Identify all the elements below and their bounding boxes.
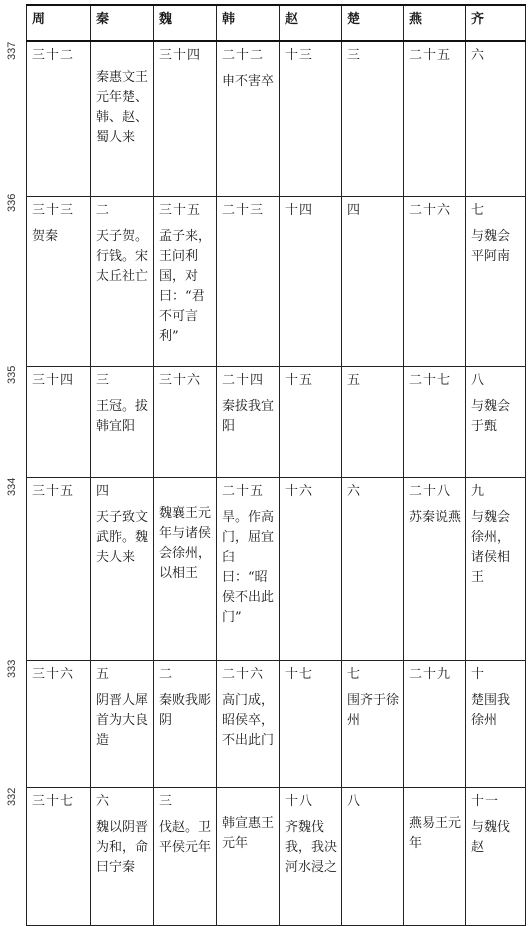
- reign-year: 三十七: [32, 793, 75, 809]
- year-label: 332: [6, 787, 18, 806]
- table-cell: [280, 660, 342, 787]
- table-cell: [280, 366, 342, 477]
- reign-year: 十一: [471, 793, 500, 809]
- table-cell: [404, 41, 466, 196]
- table-cell: [404, 196, 466, 366]
- table-cell: [466, 366, 526, 477]
- reign-year: 二十四: [222, 372, 265, 388]
- reign-year: 二十八: [409, 483, 452, 499]
- reign-year: 六: [471, 48, 486, 63]
- table-cell: [404, 660, 466, 787]
- event-note: 魏襄王元年与诸侯会徐州，以相王: [159, 505, 212, 581]
- header-zhao: 赵: [280, 5, 342, 41]
- reign-year: 二十五: [222, 483, 265, 499]
- table-cell: [27, 196, 91, 366]
- reign-year: 二十三: [222, 202, 265, 218]
- reign-year: 三十五: [32, 483, 75, 499]
- event-note: 韩宣惠王元年: [222, 815, 275, 851]
- reign-year: 三十四: [159, 48, 202, 63]
- event-note: 齐魏伐我，我决河水浸之: [285, 819, 338, 875]
- event-note: 燕易王元年: [409, 815, 462, 851]
- reign-year: 十五: [285, 372, 314, 388]
- event-note: 与魏会徐州，诸侯相王: [471, 509, 511, 585]
- header-qi: 齐: [466, 5, 526, 41]
- reign-year: 六: [347, 483, 362, 499]
- reign-year: 二十九: [409, 666, 452, 682]
- table-cell: [217, 477, 280, 660]
- header-zhou: 周: [27, 5, 91, 41]
- event-note: 苏秦说燕: [409, 509, 462, 525]
- event-note: 孟子来，王问利国，对曰：“君不可言利”: [159, 228, 212, 344]
- reign-year: 十八: [285, 793, 314, 809]
- table-cell: [27, 787, 91, 925]
- table-cell: [91, 366, 154, 477]
- table-cell: [27, 366, 91, 477]
- reign-year: 八: [471, 372, 486, 388]
- table-cell: [217, 787, 280, 925]
- event-note: 与魏会平阿南: [471, 228, 511, 264]
- event-note: 楚围我徐州: [471, 692, 511, 728]
- table-cell: [91, 660, 154, 787]
- reign-year: 二十五: [409, 48, 452, 63]
- table-cell: [27, 660, 91, 787]
- year-label: 335: [6, 365, 18, 384]
- reign-year: 三十五: [159, 202, 202, 218]
- event-note: 旱。作高门，屈宜臼曰：“昭侯不出此门”: [222, 509, 275, 625]
- reign-year: 十六: [285, 483, 314, 499]
- reign-year: 九: [471, 483, 486, 499]
- table-cell: [342, 196, 404, 366]
- year-label: 336: [6, 193, 18, 212]
- reign-year: 二十七: [409, 372, 452, 388]
- reign-year: 六: [96, 793, 111, 809]
- table-cell: [404, 787, 466, 925]
- event-note: 天子致文武胙。魏夫人来: [96, 509, 149, 565]
- table-cell: [91, 477, 154, 660]
- table-cell: [91, 196, 154, 366]
- table-cell: [154, 41, 217, 196]
- table-row: [27, 660, 526, 787]
- reign-year: 七: [471, 202, 486, 218]
- table-cell: [154, 196, 217, 366]
- event-note: 秦拔我宜阳: [222, 398, 275, 434]
- header-row: [27, 5, 526, 41]
- table-row: [27, 41, 526, 196]
- header-wei: 魏: [154, 5, 217, 41]
- reign-year: 十: [471, 666, 486, 682]
- reign-year: 十七: [285, 666, 314, 682]
- event-note: 秦败我彫阴: [159, 692, 212, 728]
- table-cell: [404, 477, 466, 660]
- table-row: [27, 196, 526, 366]
- table-cell: [466, 41, 526, 196]
- table-cell: [217, 660, 280, 787]
- reign-year: 三十六: [32, 666, 75, 682]
- table-cell: [217, 366, 280, 477]
- year-label: 334: [6, 477, 18, 496]
- year-margin: [0, 0, 24, 917]
- table-cell: [154, 787, 217, 925]
- table-cell: [342, 41, 404, 196]
- table-row: [27, 477, 526, 660]
- reign-year: 二十六: [409, 202, 452, 218]
- reign-year: 三十四: [32, 372, 75, 388]
- event-note: 与魏会于甄: [471, 398, 511, 434]
- table-cell: [27, 41, 91, 196]
- table-cell: [217, 41, 280, 196]
- reign-year: 五: [347, 372, 362, 388]
- event-note: 与魏伐赵: [471, 819, 511, 855]
- table-cell: [280, 41, 342, 196]
- table-cell: [280, 196, 342, 366]
- table-cell: [404, 366, 466, 477]
- table-cell: [27, 477, 91, 660]
- event-note: 王冠。拔韩宜阳: [96, 398, 149, 434]
- event-note: 阴晋人犀首为大良造: [96, 692, 149, 748]
- table-cell: [154, 366, 217, 477]
- event-note: 魏以阴晋为和，命曰宁秦: [96, 819, 149, 875]
- reign-year: 十四: [285, 202, 314, 218]
- table-cell: [466, 787, 526, 925]
- reign-year: 七: [347, 666, 362, 682]
- reign-year: 三十六: [159, 372, 202, 388]
- table-cell: [466, 477, 526, 660]
- reign-year: 五: [96, 666, 111, 682]
- header-qin: 秦: [91, 5, 154, 41]
- table-cell: [91, 787, 154, 925]
- table-cell: [342, 787, 404, 925]
- event-note: 天子贺。行钱。宋太丘社亡: [96, 228, 149, 284]
- table-cell: [91, 41, 154, 196]
- table-cell: [280, 787, 342, 925]
- table-cell: [217, 196, 280, 366]
- chronology-table: [26, 4, 526, 926]
- year-label: 333: [6, 659, 18, 678]
- event-note: 贺秦: [32, 228, 59, 244]
- reign-year: 二十二: [222, 48, 265, 63]
- reign-year: 三: [347, 48, 362, 63]
- header-han: 韩: [217, 5, 280, 41]
- table-row: [27, 787, 526, 925]
- header-yan: 燕: [404, 5, 466, 41]
- event-note: 申不害卒: [222, 74, 275, 89]
- year-label: 337: [6, 41, 18, 60]
- reign-year: 三十二: [32, 48, 75, 63]
- reign-year: 四: [347, 202, 362, 218]
- reign-year: 四: [96, 483, 111, 499]
- table-cell: [466, 660, 526, 787]
- table-cell: [342, 366, 404, 477]
- header-chu: 楚: [342, 5, 404, 41]
- reign-year: 三十三: [32, 202, 75, 218]
- table-cell: [342, 477, 404, 660]
- table-cell: [154, 660, 217, 787]
- event-note: 围齐于徐州: [347, 692, 400, 728]
- table-cell: [466, 196, 526, 366]
- event-note: 秦惠文王元年楚、韩、赵、蜀人来: [96, 70, 149, 145]
- event-note: 高门成，昭侯卒，不出此门: [222, 692, 275, 748]
- reign-year: 三: [159, 793, 174, 809]
- reign-year: 八: [347, 793, 362, 809]
- table-row: [27, 366, 526, 477]
- reign-year: 二十六: [222, 666, 265, 682]
- event-note: 伐赵。卫平侯元年: [159, 819, 212, 855]
- table-cell: [154, 477, 217, 660]
- reign-year: 二: [159, 666, 174, 682]
- reign-year: 三: [96, 372, 111, 388]
- table-cell: [342, 660, 404, 787]
- reign-year: 十三: [285, 48, 314, 63]
- reign-year: 二: [96, 202, 111, 218]
- table-cell: [280, 477, 342, 660]
